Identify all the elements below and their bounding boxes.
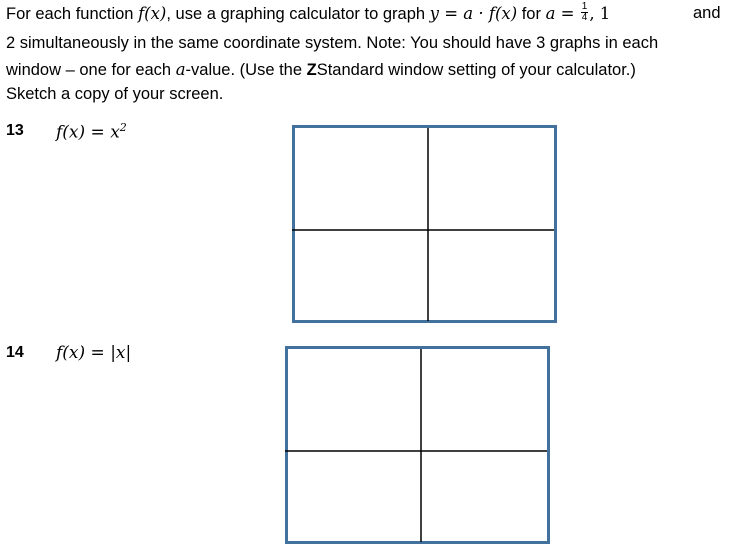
function-text: f(x) = x xyxy=(56,122,120,143)
instructions-line-1 xyxy=(6,1,611,25)
problem-13-function xyxy=(56,121,127,143)
fraction-numerator: 1 xyxy=(581,1,588,13)
problem-13-number: 13 xyxy=(6,122,24,139)
problem-14-number: 14 xyxy=(6,344,24,361)
instructions-text: for xyxy=(517,5,546,23)
instructions-line-3 xyxy=(6,60,636,80)
math-a: a xyxy=(545,4,556,23)
instructions-text: Standard window setting of your calculator.) xyxy=(316,61,636,79)
problem-14-function xyxy=(56,343,131,363)
instructions-text: , use a graphing calculator to graph xyxy=(166,5,430,23)
axes xyxy=(288,349,553,547)
function-text: f(x) = |x| xyxy=(56,343,132,363)
zstandard-bold: Z xyxy=(306,61,317,79)
graph-window-13[interactable] xyxy=(292,125,557,323)
graph-window-14[interactable] xyxy=(285,346,550,544)
math-equals: = xyxy=(555,4,580,23)
function-exponent: 2 xyxy=(119,121,127,134)
math-a: a xyxy=(175,60,186,79)
instructions-line-2: 2 simultaneously in the same coordinate system. Note: You should have 3 graphs in each xyxy=(6,34,659,52)
math-fx: f(x) xyxy=(138,4,167,23)
fraction-denominator: 4 xyxy=(581,12,588,24)
instructions-text: For each function xyxy=(6,5,139,23)
axes xyxy=(295,128,560,326)
math-equation: y = a · f(x) xyxy=(429,4,518,23)
instructions-text: window – one for each xyxy=(6,61,176,79)
math-one: , 1 xyxy=(589,4,611,23)
instructions-and: and xyxy=(693,4,721,22)
instructions-line-4: Sketch a copy of your screen. xyxy=(6,85,224,103)
instructions-text: -value. (Use the xyxy=(185,61,307,79)
fraction-one-quarter xyxy=(581,2,589,23)
